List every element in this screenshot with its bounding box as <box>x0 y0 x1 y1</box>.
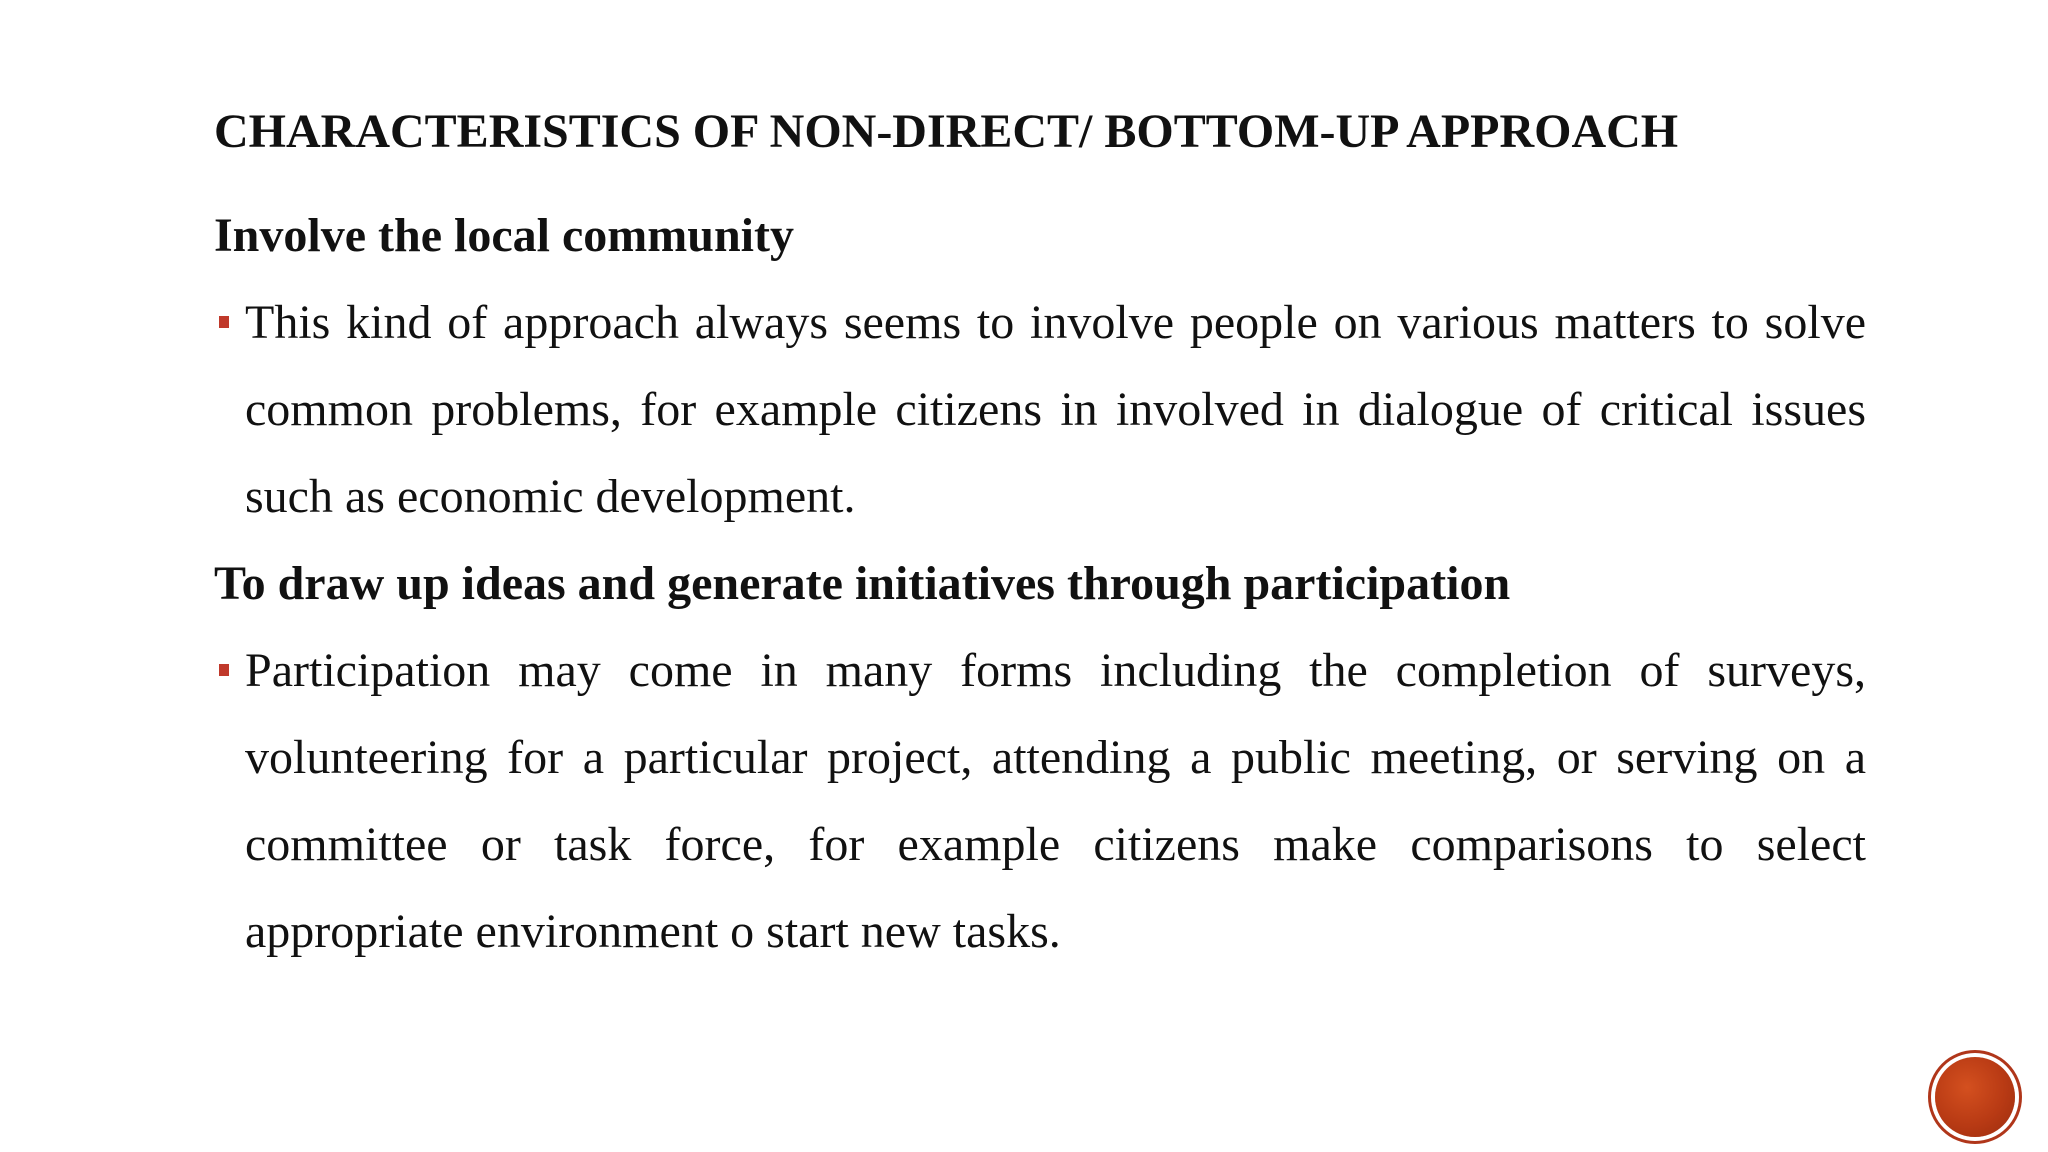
bullet-text-2: Participation may come in many forms including the completion of surveys, volunteering for a particular project, attending a public meeting, or serving on a committee or task force, for example citizens make comparisons to select appropriate environment o start new tasks. <box>245 644 1866 958</box>
square-bullet-icon <box>219 664 229 676</box>
section-heading-2: To draw up ideas and generate initiatives through participation <box>214 557 1511 610</box>
square-bullet-icon <box>219 316 229 328</box>
bullet-item-1 <box>214 279 1866 540</box>
section-heading-1: Involve the local community <box>214 209 794 262</box>
bullet-text-1: This kind of approach always seems to involve people on various matters to solve common problems, for example citizens in involved in dialogue of critical issues such as economic development. <box>245 296 1866 523</box>
slide-content <box>214 192 1866 975</box>
decorative-circle-badge-icon <box>1935 1057 2015 1137</box>
bullet-item-2 <box>214 627 1866 975</box>
slide-title: CHARACTERISTICS OF NON-DIRECT/ BOTTOM-UP APPROACH <box>214 105 1679 158</box>
